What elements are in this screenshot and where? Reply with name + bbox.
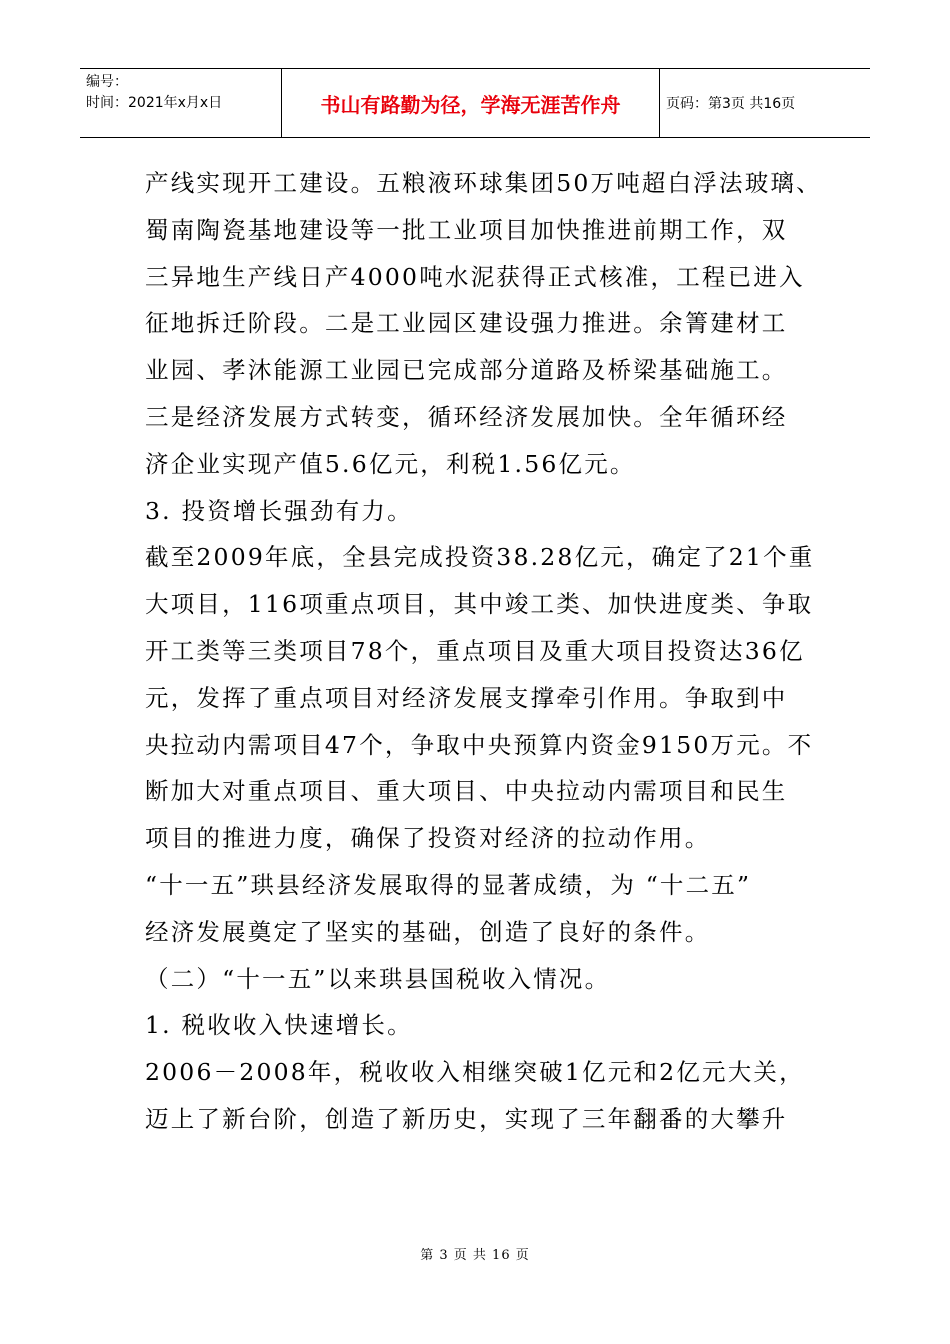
body-line: 大项目，116项重点项目，其中竣工类、加快进度类、争取 (145, 590, 814, 619)
body-line: 经济发展奠定了坚实的基础，创造了良好的条件。 (145, 917, 711, 946)
body-line: 济企业实现产值5.6亿元，利税1.56亿元。 (145, 449, 636, 478)
body-line: 元，发挥了重点项目对经济发展支撑牵引作用。争取到中 (145, 683, 788, 712)
body-line: 开工类等三类项目78个，重点项目及重大项目投资达36亿 (145, 636, 805, 665)
header-motto: 书山有路勤为径，学海无涯苦作舟 (282, 69, 660, 137)
body-line: 产线实现开工建设。五粮液环球集团50万吨超白浮法玻璃、 (145, 169, 822, 197)
body-line: 截至2009年底，全县完成投资38.28亿元，确定了21个重 (145, 543, 815, 572)
document-time-label: 时间：2021年x月x日 (86, 95, 223, 111)
document-body (145, 160, 825, 1143)
section-heading: 1. 税收收入快速增长。 (145, 1011, 413, 1040)
header-info-cell (80, 69, 282, 137)
header-page-code: 页码：第3页 共16页 (666, 96, 796, 112)
body-line: 业园、孝沐能源工业园已完成部分道路及桥梁基础施工。 (145, 356, 788, 385)
page-header (80, 68, 870, 138)
section-heading: 3. 投资增长强劲有力。 (145, 496, 413, 525)
body-line: “十一五”珙县经济发展取得的显著成绩，为 “十二五” (145, 870, 752, 899)
body-line: 三是经济发展方式转变，循环经济发展加快。全年循环经 (145, 402, 788, 431)
body-line: 三异地生产线日产4000吨水泥获得正式核准，工程已进入 (145, 262, 805, 291)
body-line: 2006－2008年，税收收入相继突破1亿元和2亿元大关， (145, 1058, 805, 1087)
body-line: 断加大对重点项目、重大项目、中央拉动内需项目和民生 (145, 777, 788, 806)
body-line: 征地拆迁阶段。二是工业园区建设强力推进。余箐建材工 (145, 309, 788, 338)
section-heading: （二）“十一五”以来珙县国税收入情况。 (145, 964, 611, 993)
document-number-label: 编号： (86, 74, 128, 90)
body-line: 央拉动内需项目47个，争取中央预算内资金9150万元。不 (145, 730, 814, 759)
body-line: 项目的推进力度，确保了投资对经济的拉动作用。 (145, 824, 711, 853)
page-footer: 第 3 页 共 16 页 (420, 1248, 530, 1263)
body-line: 迈上了新台阶，创造了新历史，实现了三年翻番的大攀升 (145, 1104, 788, 1133)
body-line: 蜀南陶瓷基地建设等一批工业项目加快推进前期工作，双 (145, 215, 788, 244)
